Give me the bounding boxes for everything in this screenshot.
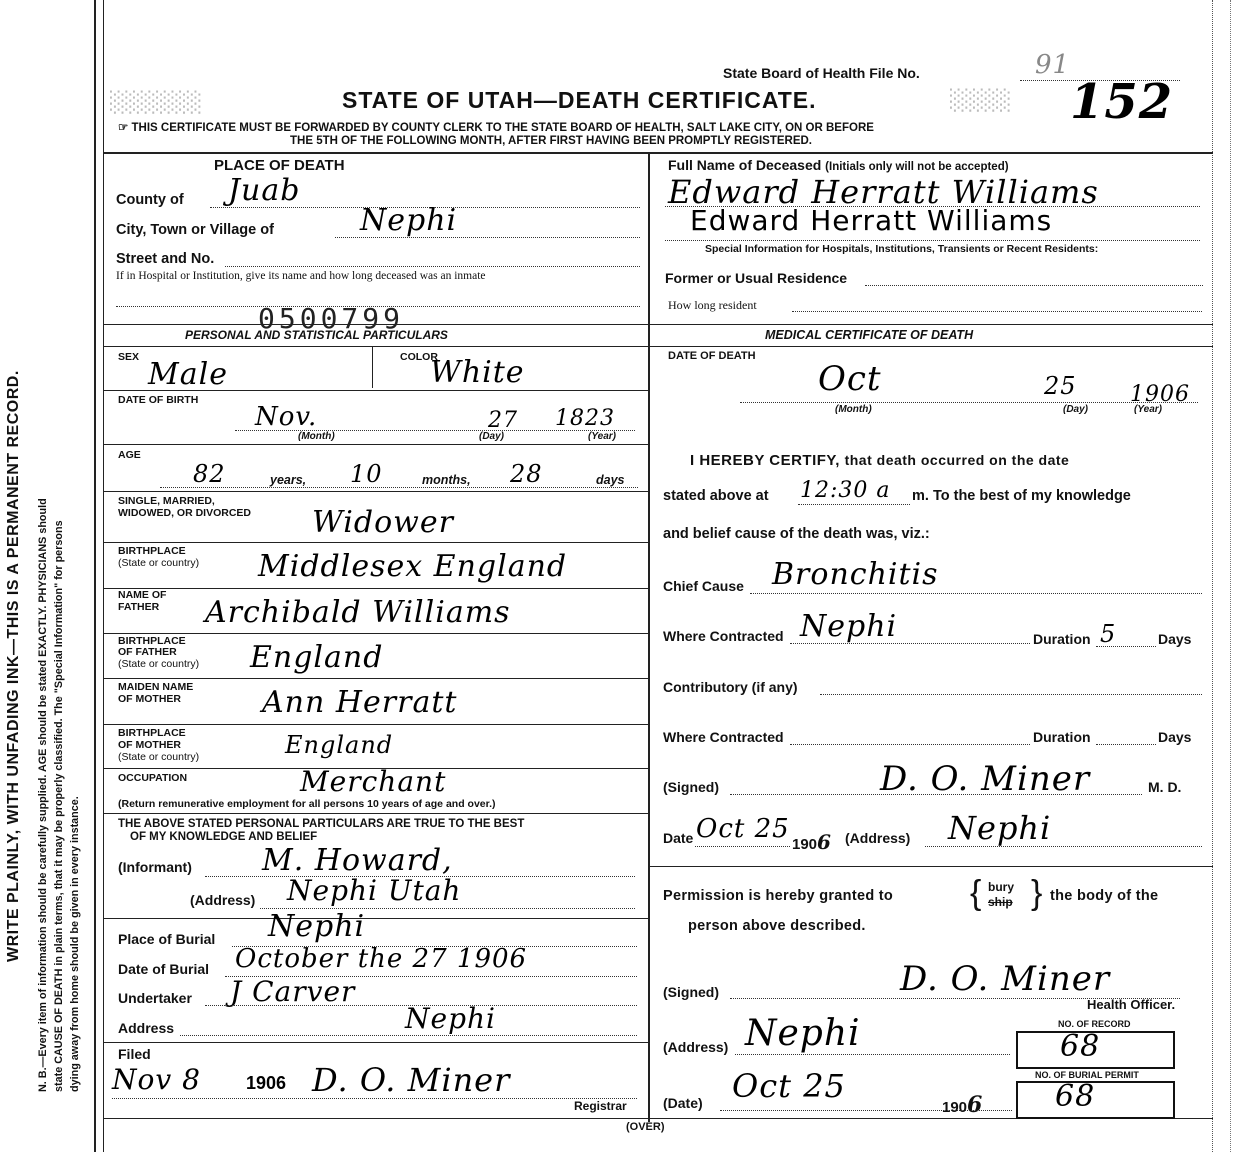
permit-bury: bury — [988, 880, 1015, 894]
center-divider — [648, 152, 650, 1122]
stamped-number: 0500799 — [258, 302, 405, 335]
mother-label-1: MAIDEN NAME — [118, 681, 194, 693]
where-contracted-label: Where Contracted — [663, 628, 784, 644]
physician-signed-label: (Signed) — [663, 779, 719, 795]
physician-signature: D. O. Miner — [880, 759, 1091, 799]
registrar-label: Registrar — [574, 1099, 627, 1113]
certificate-title: STATE OF UTAH—DEATH CERTIFICATE. — [342, 87, 817, 113]
occupation-note: (Return remunerative employment for all persons 10 years of age and over.) — [118, 798, 496, 810]
file-no-old: 91 — [1035, 50, 1071, 80]
county-value: Juab — [228, 173, 301, 208]
dob-month-caption: (Month) — [298, 431, 335, 442]
permit-text-2: the body of the — [1050, 888, 1159, 904]
right-border-outer — [1230, 0, 1231, 1152]
father-label-2: FATHER — [118, 601, 160, 613]
mother-birthplace-caption: (State or country) — [118, 751, 200, 763]
mother-birthplace-label-1: BIRTHPLACE — [118, 727, 186, 739]
burial-place-label: Place of Burial — [118, 931, 216, 947]
county-label: County of — [116, 192, 184, 208]
dob-day-caption: (Day) — [479, 431, 505, 442]
cert-date-value: Oct 25 — [696, 814, 790, 844]
sidebar-note-line3: dying away from home should be given in every instance. — [69, 796, 81, 1092]
file-no: 152 — [1070, 74, 1174, 130]
dob-year-caption: (Year) — [588, 431, 616, 442]
father-birthplace-value: England — [250, 640, 384, 675]
informant-address-label: (Address) — [190, 892, 256, 908]
record-no-value: 68 — [1060, 1029, 1101, 1064]
undertaker-address-value: Nephi — [405, 1002, 496, 1035]
brace-open: { — [970, 874, 982, 912]
instruction-line1: ☞ THIS CERTIFICATE MUST BE FORWARDED BY COUNTY CLERK TO THE STATE BOARD OF HEALTH, SALT LAKE CITY, ON OR BEFORE — [118, 122, 874, 134]
right-border — [1212, 0, 1213, 1152]
burial-place-value: Nephi — [268, 909, 366, 944]
permit-text-3: person above described. — [688, 918, 866, 934]
dob-day: 27 — [488, 408, 518, 433]
burial-permit-label: NO. OF BURIAL PERMIT — [1035, 1070, 1139, 1080]
personal-heading: PERSONAL AND STATISTICAL PARTICULARS — [185, 328, 448, 342]
bleed-through-mark: ░░░░░░ — [110, 90, 203, 114]
age-months: 10 — [350, 460, 383, 488]
former-residence-label: Former or Usual Residence — [665, 270, 848, 286]
marital-value: Widower — [312, 505, 454, 540]
brace-close: } — [1031, 874, 1043, 912]
burial-date-label: Date of Burial — [118, 961, 210, 977]
death-year: 1906 — [1130, 382, 1190, 407]
chief-cause-value: Bronchitis — [772, 557, 939, 592]
age-days: 28 — [510, 460, 543, 488]
death-month: Oct — [818, 359, 882, 399]
permit-date-label: (Date) — [663, 1095, 703, 1111]
duration-value: 5 — [1100, 620, 1117, 648]
informant-address-value: Nephi Utah — [287, 874, 462, 907]
chief-cause-label: Chief Cause — [663, 578, 744, 594]
bleed-through-mark-right: ░░░░ — [950, 88, 1012, 112]
attestation-line1: THE ABOVE STATED PERSONAL PARTICULARS ARE TRUE TO THE BEST — [118, 818, 525, 830]
cert-address-label: (Address) — [845, 830, 911, 846]
cert-year: 1906 — [792, 830, 831, 854]
father-birthplace-label-1: BIRTHPLACE — [118, 635, 186, 647]
where-contracted2-label: Where Contracted — [663, 729, 784, 745]
filed-date: Nov 8 — [112, 1063, 201, 1096]
permanent-record-notice: WRITE PLAINLY, WITH UNFADING INK—THIS IS A PERMANENT RECORD. — [5, 370, 22, 962]
place-of-death-heading: PLACE OF DEATH — [214, 157, 345, 174]
permit-year: 1906 — [942, 1092, 983, 1118]
age-years: 82 — [193, 460, 226, 488]
age-days-caption: days — [596, 473, 625, 487]
duration-days-label: Days — [1158, 631, 1192, 647]
how-long-label: How long resident — [668, 298, 757, 312]
health-officer-signed-label: (Signed) — [663, 984, 719, 1000]
dob-year: 1823 — [555, 406, 615, 431]
permit-address-label: (Address) — [663, 1039, 729, 1055]
duration2-label: Duration — [1033, 729, 1091, 745]
cert-address-value: Nephi — [948, 809, 1052, 847]
certify-line2-lead: stated above at — [663, 488, 769, 504]
registrar-signature: D. O. Miner — [312, 1061, 511, 1099]
marital-label-2: WIDOWED, OR DIVORCED — [118, 507, 251, 519]
mother-birthplace-value: England — [285, 731, 394, 759]
over-label: (OVER) — [626, 1121, 665, 1133]
burial-permit-box — [1016, 1081, 1175, 1119]
burial-permit-value: 68 — [1055, 1079, 1096, 1114]
age-label: AGE — [118, 449, 141, 461]
left-border-inner — [103, 0, 104, 1152]
city-label: City, Town or Village of — [116, 222, 274, 238]
birthplace-caption: (State or country) — [118, 557, 200, 569]
time-of-death: 12:30 a — [800, 478, 891, 503]
special-info-label: Special Information for Hospitals, Institutions, Transients or Recent Residents: — [705, 243, 1099, 255]
death-month-caption: (Month) — [835, 404, 872, 415]
sidebar-note-line1: N. B.—Every item of information should be carefully supplied. AGE should be stated EXACTLY. PHYSICIANS should — [37, 498, 49, 1092]
age-months-caption: months, — [422, 473, 471, 487]
attestation-line2: OF MY KNOWLEDGE AND BELIEF — [130, 831, 318, 843]
permit-date-value: Oct 25 — [732, 1067, 846, 1105]
father-birthplace-caption: (State or country) — [118, 658, 200, 670]
birthplace-label: BIRTHPLACE — [118, 545, 186, 557]
duration2-days-label: Days — [1158, 729, 1192, 745]
file-no-label: State Board of Health File No. — [723, 65, 920, 81]
sex-label: SEX — [118, 351, 140, 363]
father-birthplace-label-2: OF FATHER — [118, 646, 177, 658]
father-label-1: NAME OF — [118, 589, 167, 601]
contributory-label: Contributory (if any) — [663, 679, 798, 695]
md-label: M. D. — [1148, 779, 1182, 795]
frame-top — [103, 152, 1213, 154]
city-value: Nephi — [360, 203, 458, 238]
certify-line1: I HEREBY CERTIFY, that death occurred on the date — [690, 452, 1070, 469]
dob-label: DATE OF BIRTH — [118, 394, 199, 406]
color-value: White — [430, 355, 525, 390]
where-contracted-value: Nephi — [800, 609, 898, 644]
deceased-name-print: Edward Herratt Williams — [690, 204, 1053, 237]
record-no-label: NO. OF RECORD — [1058, 1019, 1131, 1029]
informant-value: M. Howard, — [262, 843, 453, 878]
health-officer-signature: D. O. Miner — [900, 959, 1111, 999]
cert-date-label: Date — [663, 830, 694, 846]
permit-address-value: Nephi — [745, 1013, 861, 1054]
hospital-label: If in Hospital or Institution, give its name and how long deceased was an inmate — [116, 270, 486, 282]
death-day-caption: (Day) — [1063, 404, 1089, 415]
medical-heading: MEDICAL CERTIFICATE OF DEATH — [765, 328, 974, 342]
mother-value: Ann Herratt — [262, 685, 458, 720]
burial-date-value: October the 27 1906 — [235, 944, 528, 974]
filed-label: Filed — [118, 1046, 151, 1062]
death-year-caption: (Year) — [1134, 404, 1162, 415]
filed-year: 1906 — [246, 1073, 287, 1093]
health-officer-label: Health Officer. — [1087, 997, 1176, 1012]
permit-ship: ship — [988, 895, 1013, 909]
permit-text-1: Permission is hereby granted to — [663, 888, 894, 904]
sidebar-note-line2: state CAUSE OF DEATH in plain terms, that it may be properly classified. The "Special Information" for persons — [53, 520, 65, 1092]
undertaker-address-label: Address — [118, 1020, 175, 1036]
death-day: 25 — [1044, 372, 1077, 400]
father-value: Archibald Williams — [205, 595, 511, 630]
mother-birthplace-label-2: OF MOTHER — [118, 739, 181, 751]
certify-line3: and belief cause of the death was, viz.: — [663, 526, 930, 542]
marital-label-1: SINGLE, MARRIED, — [118, 495, 215, 507]
informant-label: (Informant) — [118, 859, 192, 875]
mother-label-2: OF MOTHER — [118, 693, 181, 705]
age-years-caption: years, — [270, 473, 307, 487]
color-label: COLOR — [400, 351, 438, 363]
dob-month: Nov. — [255, 402, 318, 432]
street-label: Street and No. — [116, 251, 215, 267]
occupation-label: OCCUPATION — [118, 772, 188, 784]
undertaker-label: Undertaker — [118, 990, 192, 1006]
duration-label: Duration — [1033, 631, 1091, 647]
left-border — [94, 0, 96, 1152]
occupation-value: Merchant — [300, 765, 447, 798]
deceased-name-script: Edward Herratt Williams — [668, 173, 1099, 211]
deceased-name-label: Full Name of Deceased (Initials only will not be accepted) — [668, 157, 1009, 173]
death-date-label: DATE OF DEATH — [668, 350, 756, 362]
birthplace-value: Middlesex England — [258, 549, 568, 584]
certify-line2-tail: m. To the best of my knowledge — [912, 488, 1131, 504]
sex-value: Male — [148, 357, 228, 392]
instructions-sidebar — [0, 0, 82, 1152]
instruction-line2: THE 5TH OF THE FOLLOWING MONTH, AFTER FIRST HAVING BEEN PROMPTLY REGISTERED. — [290, 135, 812, 147]
undertaker-value: J Carver — [230, 975, 356, 1008]
